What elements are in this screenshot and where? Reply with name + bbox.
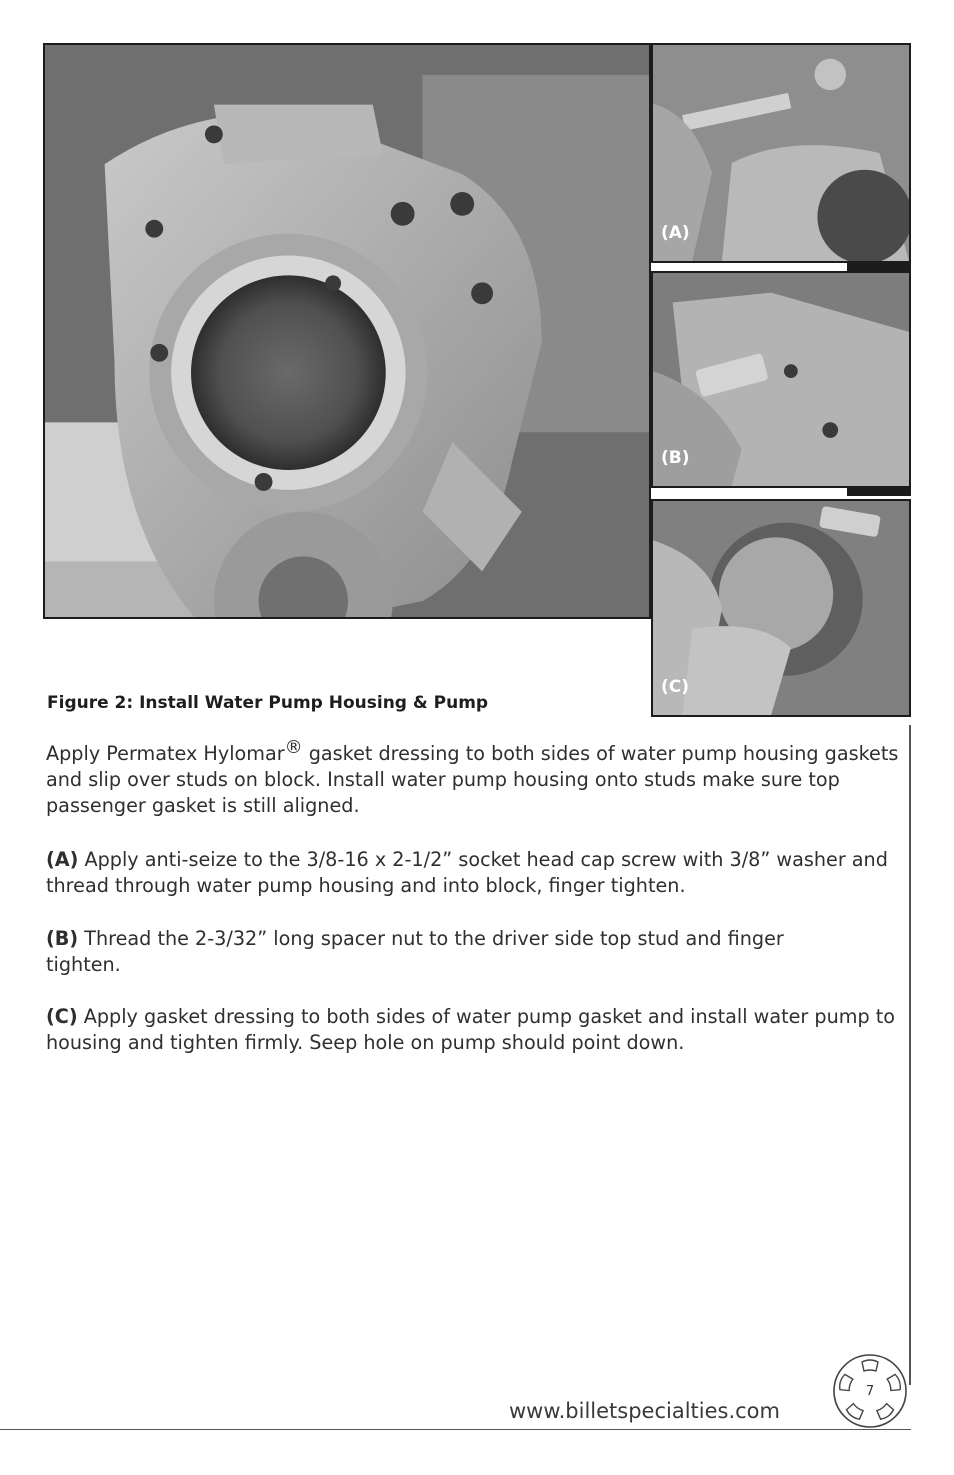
inset-label-a: (A) — [661, 223, 690, 243]
intro-text-end: gasket dressing to both sides of water pump housing gaskets and slip over studs on block. Install water pump housing onto studs make sure top passenger gasket is still aligned. — [46, 742, 899, 817]
step-b-text: Thread the 2-3/32” long spacer nut to the driver side top stud and finger tighten. — [46, 927, 784, 976]
step-b-label: (B) — [46, 927, 79, 950]
inset-photo-c — [651, 499, 911, 717]
intro-paragraph — [46, 737, 908, 819]
photo-illustration — [45, 45, 649, 617]
step-c-paragraph — [46, 1004, 908, 1056]
photo-divider — [847, 263, 911, 271]
photo-divider — [847, 488, 911, 496]
registered-mark: ® — [284, 737, 303, 758]
step-c-text: Apply gasket dressing to both sides of water pump gasket and install water pump to housing and tighten firmly. Seep hole on pump should point down. — [46, 1005, 895, 1054]
footer-url: www.billetspecialties.com — [509, 1399, 780, 1423]
inset-label-b: (B) — [661, 448, 690, 468]
step-c-label: (C) — [46, 1005, 78, 1028]
footer-rule — [0, 1429, 911, 1430]
photo-illustration — [653, 501, 909, 715]
figure-caption: Figure 2: Install Water Pump Housing & Pump — [47, 693, 489, 713]
inset-photo-a — [651, 43, 911, 263]
photo-illustration — [653, 45, 909, 261]
intro-text-start: Apply Permatex Hylomar — [46, 742, 285, 765]
photo-illustration — [653, 273, 909, 486]
step-a-label: (A) — [46, 848, 79, 871]
page-margin-rule — [909, 725, 911, 1385]
step-a-text: Apply anti-seize to the 3/8-16 x 2-1/2” socket head cap screw with 3/8” washer and thread through water pump housing and into block, finger tighten. — [46, 848, 888, 897]
step-b-paragraph — [46, 926, 806, 978]
page-number: 7 — [865, 1383, 875, 1399]
inset-photo-b — [651, 271, 911, 488]
main-photo-water-pump-housing — [43, 43, 651, 619]
inset-label-c: (C) — [661, 677, 690, 697]
step-a-paragraph — [46, 847, 908, 899]
